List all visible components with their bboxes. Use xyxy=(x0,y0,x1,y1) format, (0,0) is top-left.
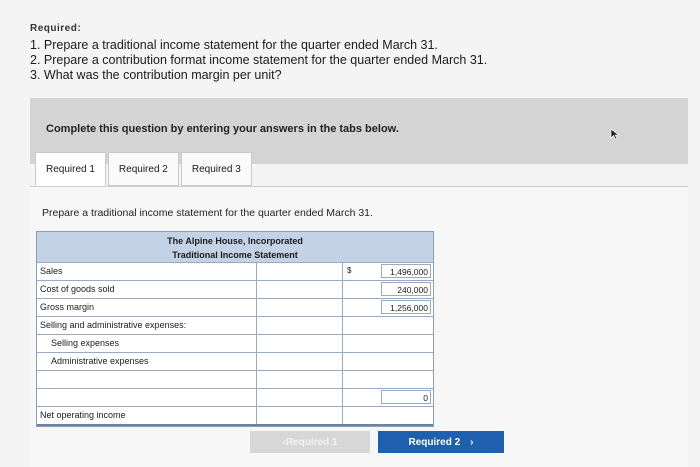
prev-button-label: Required 1 xyxy=(285,436,338,448)
table-row xyxy=(37,388,433,406)
middle-cell-input[interactable] xyxy=(257,371,343,388)
row-label-input[interactable]: Sales xyxy=(37,263,257,280)
question-list xyxy=(30,38,487,83)
instruction-text: Complete this question by entering your answers in the tabs below. xyxy=(46,123,399,135)
tab-bar xyxy=(35,152,254,186)
amount-input[interactable]: 1,496,000 xyxy=(381,264,431,278)
panel-prompt: Prepare a traditional income statement for the quarter ended March 31. xyxy=(42,207,373,219)
section-heading-cut: Required: xyxy=(30,23,82,34)
amount-cell xyxy=(343,263,433,280)
table-row xyxy=(37,280,433,298)
middle-cell-input[interactable] xyxy=(257,317,343,334)
amount-cell xyxy=(343,317,433,334)
statement-header xyxy=(37,232,433,262)
table-row xyxy=(37,370,433,388)
amount-input[interactable]: 240,000 xyxy=(381,282,431,296)
tab-required-2[interactable]: Required 2 xyxy=(108,152,179,186)
row-label-input[interactable]: Cost of goods sold xyxy=(37,281,257,298)
amount-input[interactable]: 1,256,000 xyxy=(381,300,431,314)
row-label-input[interactable]: Administrative expenses xyxy=(37,353,257,370)
income-statement-table xyxy=(36,231,434,427)
table-row xyxy=(37,298,433,316)
middle-cell-input[interactable] xyxy=(257,407,343,424)
amount-cell xyxy=(343,353,433,370)
tab-required-3[interactable]: Required 3 xyxy=(181,152,252,186)
question-2: 2. Prepare a contribution format income statement for the quarter ended March 31. xyxy=(30,53,488,67)
company-name: The Alpine House, Incorporated xyxy=(167,236,303,246)
table-row xyxy=(37,352,433,370)
middle-cell-input[interactable] xyxy=(257,335,343,352)
amount-cell xyxy=(343,299,433,316)
amount-cell xyxy=(343,371,433,388)
dollar-sign: $ xyxy=(347,266,352,275)
middle-cell-input[interactable] xyxy=(257,299,343,316)
row-label: Selling and administrative expenses: xyxy=(37,317,257,334)
amount-cell xyxy=(343,335,433,352)
next-button[interactable] xyxy=(378,431,504,453)
row-label-input[interactable]: Gross margin xyxy=(37,299,257,316)
table-row xyxy=(37,334,433,352)
question-3: 3. What was the contribution margin per unit? xyxy=(30,68,282,82)
amount-input[interactable]: 0 xyxy=(381,390,431,404)
row-label-input[interactable]: Selling expenses xyxy=(37,335,257,352)
statement-title: Traditional Income Statement xyxy=(172,250,298,260)
question-1: 1. Prepare a traditional income statement for the quarter ended March 31. xyxy=(30,38,438,52)
chevron-right-icon: › xyxy=(470,436,474,448)
next-button-label: Required 2 xyxy=(408,436,461,448)
row-label-input[interactable]: Net operating income xyxy=(37,407,257,424)
table-row xyxy=(37,406,433,426)
row-label-input[interactable] xyxy=(37,371,257,388)
middle-cell-input[interactable] xyxy=(257,281,343,298)
prev-button[interactable] xyxy=(250,431,370,453)
tab-panel xyxy=(30,186,688,467)
table-row xyxy=(37,262,433,280)
amount-cell xyxy=(343,389,433,406)
middle-cell-input[interactable] xyxy=(257,353,343,370)
middle-cell-input[interactable] xyxy=(257,263,343,280)
middle-cell-input[interactable] xyxy=(257,389,343,406)
amount-cell xyxy=(343,407,433,424)
tab-required-1[interactable]: Required 1 xyxy=(35,152,106,186)
chevron-left-icon: ‹ xyxy=(282,436,286,448)
amount-cell xyxy=(343,281,433,298)
cursor-icon xyxy=(610,128,620,140)
row-label-input[interactable] xyxy=(37,389,257,406)
table-row xyxy=(37,316,433,334)
